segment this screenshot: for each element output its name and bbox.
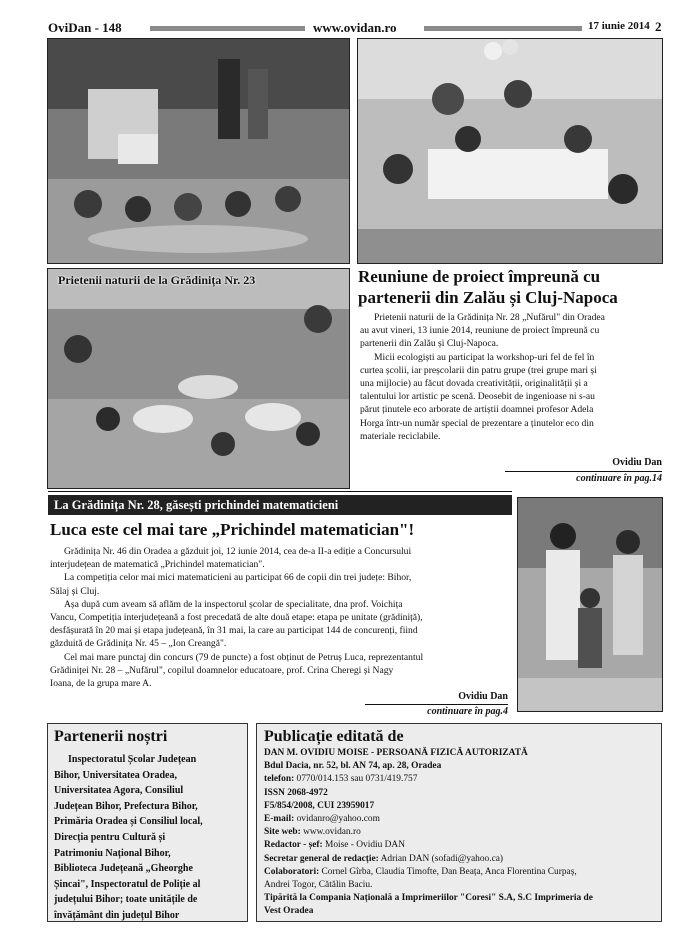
continued-link-article2[interactable]: continuare în pag.4 (427, 706, 508, 717)
publication-line (264, 866, 654, 879)
photo-caption: Prietenii naturii de la Grădinița Nr. 23 (58, 273, 256, 287)
publication-value[interactable]: ovidanro@yahoo.com (294, 814, 380, 825)
publication-value: Cornel Gîrba, Claudia Timofte, Dan Beața, Anca Florentina Curpaș, (319, 866, 577, 877)
page-number: 2 (655, 19, 662, 34)
publication-label: Vest Oradea (264, 906, 314, 917)
partner-line: Județean Bihor, Prefectura Bihor, (54, 800, 198, 812)
divider (505, 471, 662, 472)
text-line: Grădinița Nr. 46 din Oradea a găzduit joi, 12 iunie 2014, cea de-a II-a ediție a Concursului (64, 546, 412, 557)
publication-title: Publicație editată de (264, 728, 404, 745)
publication-label: Redactor - șef: (264, 840, 323, 851)
publication-line (264, 853, 654, 866)
partner-line: Biblioteca Județeană „Gheorghe (54, 863, 193, 875)
publication-label: Site web: (264, 827, 301, 838)
publication-line (264, 879, 654, 892)
text-line: Micii ecologiști au participat la workshop-uri fel de fel în (374, 351, 595, 363)
text-line: materiale reciclabile. (360, 430, 441, 442)
author-article1: Ovidiu Dan (612, 457, 662, 468)
article-title-math: Luca este cel mai tare „Prichindel matematician"! (50, 520, 415, 539)
header-rule-right (424, 26, 582, 31)
continued-link-article1[interactable]: continuare în pag.14 (576, 473, 662, 484)
publication-label: E-mail: (264, 814, 295, 825)
partner-line: județului Bihor; toate unitățile de (54, 894, 198, 906)
partner-line: Inspectoratul Școlar Județean (68, 754, 197, 765)
photo-mother-children (517, 497, 663, 712)
partner-line: Șincai", Inspectoratul de Poliție al (54, 878, 201, 890)
article-body-reunion (360, 311, 662, 443)
text-line: Grădiniței Nr. 28 – „Nufărul", copilul doamnelor educatoare, prof. Crina Cheregi și Nagy (50, 664, 394, 676)
partner-line: Universitatea Agora, Consiliul (54, 785, 184, 797)
publication-line (264, 800, 654, 813)
publication-line (264, 892, 654, 905)
publication-value: Andrei Togor, Cătălin Baciu. (264, 880, 373, 891)
issue-date: 17 iunie 2014 (588, 20, 650, 32)
publication-line (264, 787, 654, 800)
text-line: talentului lor artistic pe scenă. Deosebit de ingenioase ni s-au (360, 391, 595, 403)
publication-line (264, 839, 654, 852)
article-title-reunion (358, 266, 662, 308)
photo-eco-table (357, 38, 663, 264)
article-body-math (50, 545, 508, 690)
text-line: Vancu, Competiția interjudețeană a fost precedată de alte două etape: etapa pe unitate (grădiniță), (50, 612, 423, 624)
partner-line: Bihor, Universitatea Oradea, (54, 769, 177, 781)
text-line: au avut vineri, 13 iunie 2014, reuniune de proiect împreună cu (360, 325, 600, 337)
photo-recycled-toys (47, 38, 350, 264)
publication-value: Moise - Ovidiu DAN (322, 840, 405, 851)
partners-box (47, 723, 248, 922)
text-line: Horga într-un număr special de prezentare a ținutelor eco din (360, 417, 594, 429)
publication-value: 0770/014.153 sau 0731/419.757 (294, 774, 418, 785)
publication-line (264, 760, 654, 773)
text-line: curtea școlii, iar preșcolarii din patru grupe (trei grupe mari și (360, 364, 597, 376)
photo-nature-friends (47, 268, 350, 489)
publication-label: Bdul Dacia, nr. 52, bl. AN 74, ap. 28, Oradea (264, 761, 442, 772)
text-line: Cel mai mare punctaj din concurs (79 de puncte) a fost obținut de Petruș Luca, reprezentantul (64, 651, 424, 663)
publication-label: Colaboratori: (264, 866, 320, 877)
partner-line: Direcția pentru Cultură și (54, 831, 166, 843)
header-rule-left (150, 26, 305, 31)
text-line: Sălaj și Cluj. (50, 585, 100, 597)
section-banner: La Grădinița Nr. 28, găsești prichindei matematicieni (48, 495, 512, 515)
site-url[interactable]: www.ovidan.ro (313, 20, 397, 35)
article-title-line: partenerii din Zalău și Cluj-Napoca (358, 288, 618, 307)
partners-list (54, 752, 241, 924)
publication-line (264, 747, 654, 760)
partner-line: Patrimoniu Național Bihor, (54, 847, 171, 859)
text-line: părut ținutele eco arborate de artiștii doamnei profesor Adela (360, 404, 594, 416)
partner-line: Primăria Oradea și Consiliul local, (54, 816, 203, 828)
text-line: Ioana, de la grupa mare A. (50, 678, 152, 690)
text-line: desfășurată în 20 mai și etapa județeană, în 31 mai, la care au participat 144 de concurenți, fiind (50, 625, 418, 637)
text-line: interjudețean de matematică „Prichindel matematician". (50, 559, 265, 571)
publication-box (256, 723, 662, 922)
text-line: găzduită de Grădinița Nr. 45 – „Ion Creangă". (50, 638, 227, 650)
publication-value[interactable]: Adrian DAN (sofadi@yahoo.ca) (378, 853, 504, 864)
publication-line (264, 773, 654, 786)
text-line: una mijlocie) au făcut dovada creativității, originalității și a (360, 378, 588, 390)
text-line: Prietenii naturii de la Grădinița Nr. 28 „Nufărul" din Oradea (374, 312, 605, 323)
publication-line (264, 813, 654, 826)
divider (365, 704, 508, 705)
partner-line: învățământ din județul Bihor (54, 909, 180, 921)
article-title-line: Reuniune de proiect împreună cu (358, 267, 601, 286)
publication-label: F5/854/2008, CUI 23959017 (264, 800, 375, 811)
text-line: partenerii din Zalău și Cluj-Napoca. (360, 338, 499, 350)
publication-details (264, 747, 654, 919)
publication-label: telefon: (264, 774, 295, 785)
publication-label: Tipărită la Compania Națională a Imprimeriilor "Coresi" S.A, S.C Imprimeria de (264, 893, 593, 904)
publication-label: Secretar general de redacție: (264, 853, 379, 864)
text-line: La competiția celor mai mici matematicieni au participat 66 de copii din trei județe: Bihor, (64, 572, 412, 584)
publication-value[interactable]: www.ovidan.ro (300, 827, 361, 838)
text-line: Așa după cum aveam să aflăm de la inspectorul școlar de specialitate, dna prof. Voichița (64, 598, 403, 610)
partners-title: Partenerii noștri (54, 728, 168, 745)
publication-line (264, 905, 654, 918)
divider (48, 491, 512, 492)
publication-label: ISSN 2068-4972 (264, 787, 328, 798)
publication-line (264, 826, 654, 839)
issue-label: OviDan - 148 (48, 20, 122, 35)
publication-label: DAN M. OVIDIU MOISE - PERSOANĂ FIZICĂ AUTORIZATĂ (264, 748, 528, 758)
author-article2: Ovidiu Dan (458, 691, 508, 702)
